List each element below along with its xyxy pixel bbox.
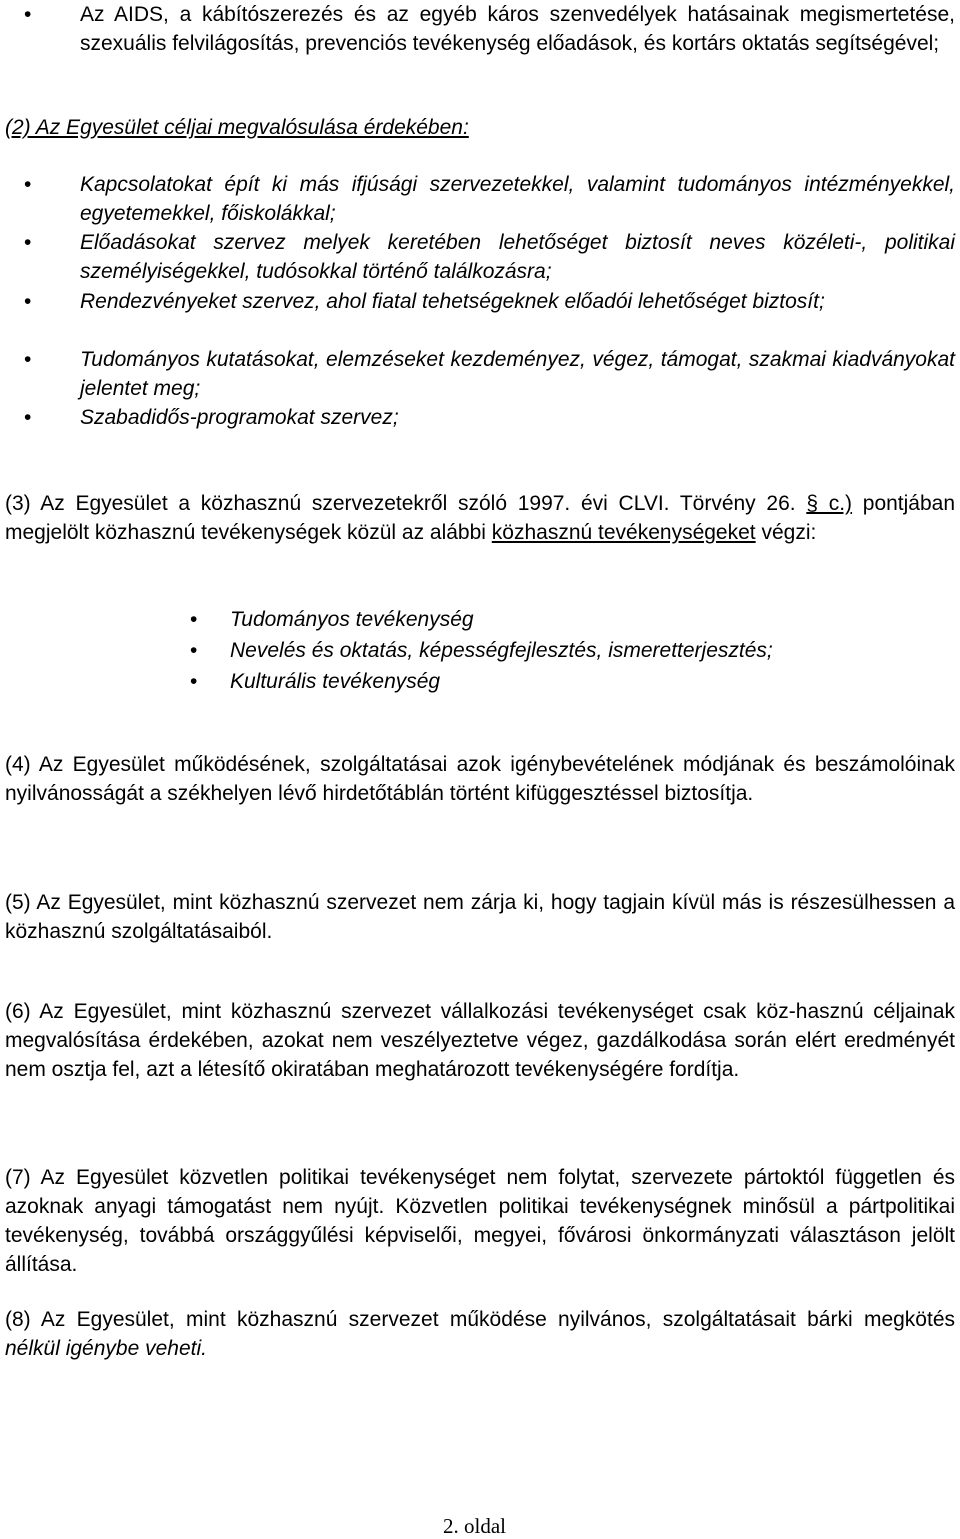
- section-3-paragraph: [5, 489, 955, 547]
- list-item-text: Előadásokat szervez melyek keretében lehetőséget biztosít neves közéleti-, politikai személyiségekkel, tudósokkal történő találkozásra;: [80, 231, 955, 283]
- list-item-text: Kulturális tevékenység: [230, 670, 441, 693]
- section-3-text: (3) Az Egyesület a közhasznú szervezetekről szóló 1997. évi CLVI. Törvény 26.: [5, 492, 807, 515]
- section-3-text-middle: pontjában megjelölt közhasznú tevékenységek közül az alábbi: [5, 492, 956, 544]
- section-7-paragraph: (7) Az Egyesület közvetlen politikai tevékenységet nem folytat, szervezete pártoktól független és azoknak anyagi támogatást nem nyújt. Közvetlen politikai tevékenységnek minősül a pártpolitikai tevékenység, továbbá országgyűlési képviselői, megyei, fővárosi önkormányzati választáson jelölt állítása.: [5, 1166, 955, 1276]
- section-2-heading-text: (2) Az Egyesület céljai megvalósulása érdekében:: [5, 116, 469, 139]
- list-item-text: Rendezvényeket szervez, ahol fiatal tehetségeknek előadói lehetőséget biztosít;: [80, 290, 825, 313]
- bullet-icon: •: [24, 406, 32, 429]
- list-item-text: Kapcsolatokat épít ki más ifjúsági szervezetekkel, valamint tudományos intézményekkel, egyetemekkel, főiskolákkal;: [80, 173, 955, 225]
- section-5-paragraph: (5) Az Egyesület, mint közhasznú szervezet nem zárja ki, hogy tagjain kívül más is részesülhessen a közhasznú szolgáltatásaiból.: [5, 891, 955, 943]
- list-item-text: Tudományos kutatásokat, elemzéseket kezdeményez, végez, támogat, szakmai kiadványokat jelentet meg;: [80, 348, 955, 400]
- bullet-icon: •: [190, 639, 198, 662]
- section-8-text-italic: nélkül igénybe veheti.: [5, 1337, 207, 1360]
- bullet-icon: •: [24, 173, 32, 196]
- bullet-icon: •: [24, 3, 32, 26]
- section-8-text: (8) Az Egyesület, mint közhasznú szervezet működése nyilvános, szolgáltatásait bárki megkötés: [5, 1308, 955, 1331]
- list-item-text: Tudományos tevékenység: [230, 608, 474, 631]
- list-item-text: Az AIDS, a kábítószerezés és az egyéb káros szenvedélyek hatásainak megismertetése, szexuális felvilágosítás, prevenciós tevékenység előadások, és kortárs oktatás segítségével;: [80, 3, 955, 55]
- section-6-paragraph: (6) Az Egyesület, mint közhasznú szervezet vállalkozási tevékenységet csak köz-hasznú céljainak megvalósítása érdekében, azokat nem veszélyeztetve végez, gazdálkodása során elért eredményét nem osztja fel, azt a létesítő okiratában meghatározott tevékenységére fordítja.: [5, 1000, 955, 1081]
- section-4-paragraph: (4) Az Egyesület működésének, szolgáltatásai azok igénybevételének módjának és beszámolóinak nyilvánosságát a székhelyen lévő hirdetőtáblán történt kifüggesztéssel biztosítja.: [5, 753, 955, 805]
- list-item-text: Szabadidős-programokat szervez;: [80, 406, 399, 429]
- section-3-underlined: közhasznú tevékenységeket: [491, 521, 756, 544]
- section-2-heading: [5, 113, 955, 142]
- bullet-icon: •: [24, 348, 32, 371]
- section-3-mark: § c.): [806, 492, 853, 515]
- section-8-paragraph: [5, 1305, 955, 1363]
- section-3-text-after: végzi:: [755, 521, 817, 544]
- bullet-icon: •: [24, 290, 32, 313]
- bullet-icon: •: [190, 670, 198, 693]
- bullet-icon: •: [190, 608, 198, 631]
- bullet-icon: •: [24, 231, 32, 254]
- page-number: 2. oldal: [443, 1514, 506, 1538]
- list-item-text: Nevelés és oktatás, képességfejlesztés, ismeretterjesztés;: [230, 639, 773, 662]
